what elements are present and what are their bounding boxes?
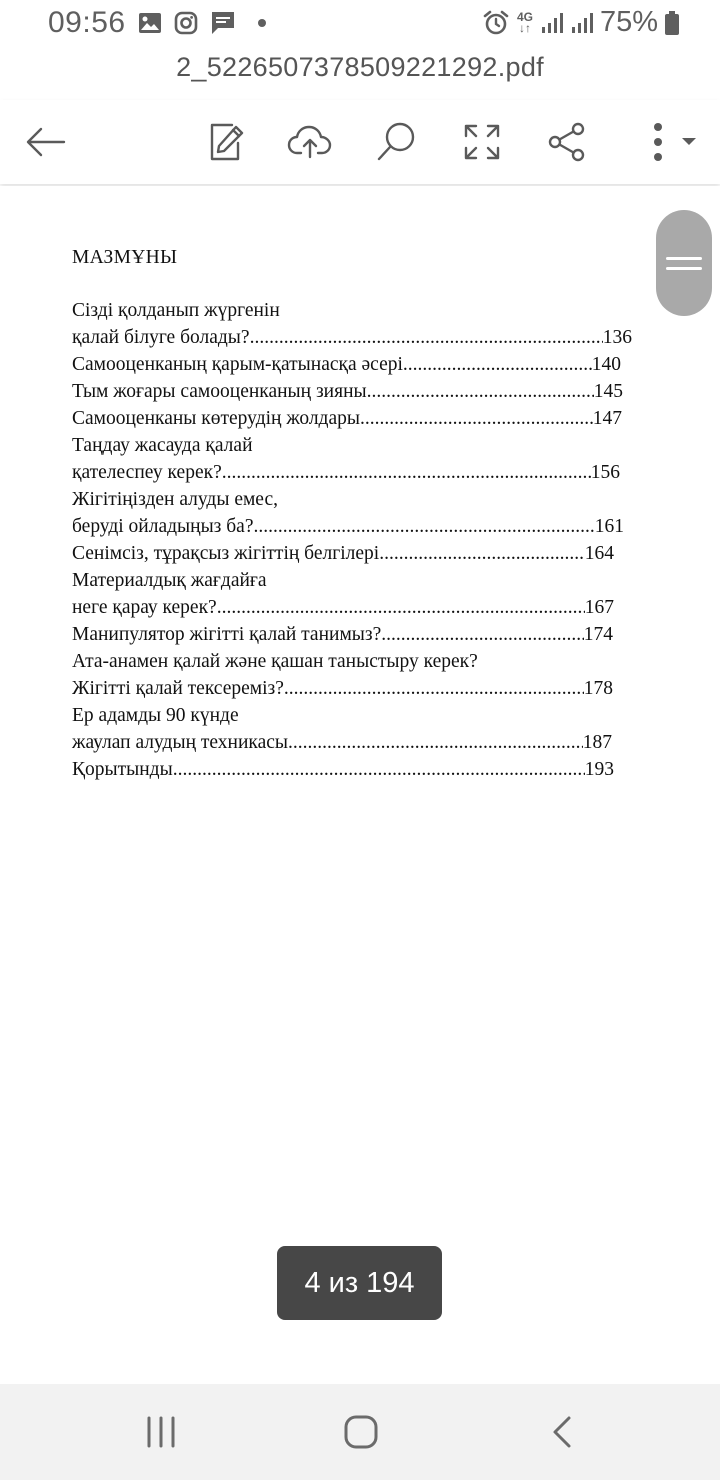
toc-entry xyxy=(72,756,614,783)
fullscreen-button[interactable] xyxy=(454,114,510,170)
edit-button[interactable] xyxy=(198,114,254,170)
toc-entry-title: Самооценканың қарым-қатынасқа әсері xyxy=(72,354,403,375)
toc-entry-5-line-1: Таңдау жасауда қалай xyxy=(72,435,253,456)
toc-dots xyxy=(288,729,583,756)
toc-entry-page: 174 xyxy=(583,624,613,645)
toc-heading: МАЗМҰНЫ xyxy=(72,247,178,268)
upload-button[interactable] xyxy=(282,114,338,170)
toc-dots xyxy=(173,756,585,783)
signal-icon xyxy=(540,11,564,35)
network-label: 4G ↓↑ xyxy=(516,9,533,35)
toc-entry-title: жаулап алудың техникасы xyxy=(72,732,289,753)
handle-grip-line xyxy=(666,257,702,260)
pdf-page[interactable] xyxy=(0,186,720,1384)
back-chevron-icon xyxy=(545,1414,581,1450)
handle-grip-line xyxy=(666,267,702,270)
toolbar xyxy=(0,100,720,184)
toc-dots xyxy=(367,378,594,405)
table-of-contents xyxy=(72,244,632,783)
toc-entry-page: 164 xyxy=(584,543,614,564)
battery-percent: 75% xyxy=(599,6,658,38)
edit-icon xyxy=(206,121,246,163)
toc-entry-page: 147 xyxy=(592,408,622,429)
toc-entry-8-line-1: Материалдық жағдайға xyxy=(72,570,267,591)
home-icon xyxy=(341,1412,381,1452)
search-icon xyxy=(374,120,418,164)
toc-entry-page: 140 xyxy=(591,354,621,375)
notification-icons xyxy=(138,10,268,36)
toc-entry xyxy=(72,405,622,432)
search-button[interactable] xyxy=(368,114,424,170)
toc-dots xyxy=(284,675,584,702)
toc-entry xyxy=(72,540,614,567)
toc-dots xyxy=(403,351,592,378)
toc-entry xyxy=(72,594,614,621)
document-title: 2_5226507378509221292.pdf xyxy=(176,52,544,82)
toc-entry-1-line-1: Сізді қолданып жүргенін xyxy=(72,300,280,321)
alarm-icon xyxy=(482,9,510,37)
status-time: 09:56 xyxy=(48,6,126,39)
toc-entry xyxy=(72,351,621,378)
more-icon xyxy=(637,120,697,164)
toc-entry-page: 156 xyxy=(590,462,620,483)
gallery-icon xyxy=(138,12,162,34)
toc-dots xyxy=(379,540,585,567)
toc-entry-page: 187 xyxy=(582,732,612,753)
toc-entry-title: Жігітті қалай тексереміз? xyxy=(72,678,284,699)
instagram-icon xyxy=(174,11,198,35)
message-icon xyxy=(210,10,236,36)
signal-icon-2 xyxy=(570,11,594,35)
battery-icon xyxy=(664,10,680,36)
toc-entry-page: 167 xyxy=(584,597,614,618)
recent-apps-icon xyxy=(143,1414,179,1450)
home-button[interactable] xyxy=(331,1402,391,1462)
toc-entry-title: неге қарау керек? xyxy=(72,597,217,618)
status-right xyxy=(482,6,680,39)
toc-dots xyxy=(381,621,583,648)
toc-entry xyxy=(72,513,624,540)
toc-entry-6-line-1: Жігітіңізден алуды емес, xyxy=(72,489,278,510)
toc-entry xyxy=(72,675,613,702)
toc-entry xyxy=(72,621,613,648)
toc-entry xyxy=(72,324,632,351)
toc-dots xyxy=(250,324,603,351)
toc-entry-title: Сенімсіз, тұрақсыз жігіттің белгілері xyxy=(72,543,380,564)
fast-scroll-handle[interactable] xyxy=(656,210,712,316)
toc-dots xyxy=(222,459,591,486)
status-bar xyxy=(0,0,720,48)
toc-entry-title: Манипулятор жігітті қалай танимыз? xyxy=(72,624,382,645)
more-options-button[interactable] xyxy=(632,114,702,170)
toc-entry-page: 136 xyxy=(602,327,632,348)
toc-dots xyxy=(254,513,595,540)
recent-apps-button[interactable] xyxy=(131,1402,191,1462)
toc-entry-title: беруді ойладыңыз ба? xyxy=(72,516,254,537)
toc-entry-10-line-1: Ата-анамен қалай және қашан таныстыру керек? xyxy=(72,651,478,672)
toc-entry xyxy=(72,729,612,756)
toc-entry-title: қалай білуге болады? xyxy=(72,327,250,348)
share-button[interactable] xyxy=(539,114,595,170)
toc-entry-page: 145 xyxy=(593,381,623,402)
toc-entry-title: қателеспеу керек? xyxy=(72,462,222,483)
toc-entry xyxy=(72,459,620,486)
toc-entry-title: Қорытынды xyxy=(72,759,173,780)
back-button[interactable] xyxy=(18,114,74,170)
toc-entry-11-line-1: Ер адамды 90 күнде xyxy=(72,705,239,726)
toc-entry-page: 178 xyxy=(583,678,613,699)
toc-entry-page: 193 xyxy=(584,759,614,780)
toc-entry-page: 161 xyxy=(594,516,624,537)
toc-dots xyxy=(217,594,585,621)
share-icon xyxy=(546,121,588,163)
back-arrow-icon xyxy=(24,124,68,160)
dot-icon xyxy=(256,17,268,29)
back-nav-button[interactable] xyxy=(533,1402,593,1462)
toc-entry-title: Самооценканы көтерудің жолдары xyxy=(72,408,360,429)
page-indicator: 4 из 194 xyxy=(277,1246,442,1320)
cloud-upload-icon xyxy=(287,123,333,161)
toc-dots xyxy=(360,405,593,432)
fullscreen-icon xyxy=(462,122,502,162)
toc-entry xyxy=(72,378,623,405)
system-nav-bar xyxy=(0,1384,720,1480)
toc-entry-title: Тым жоғары самооценканың зияны xyxy=(72,381,367,402)
